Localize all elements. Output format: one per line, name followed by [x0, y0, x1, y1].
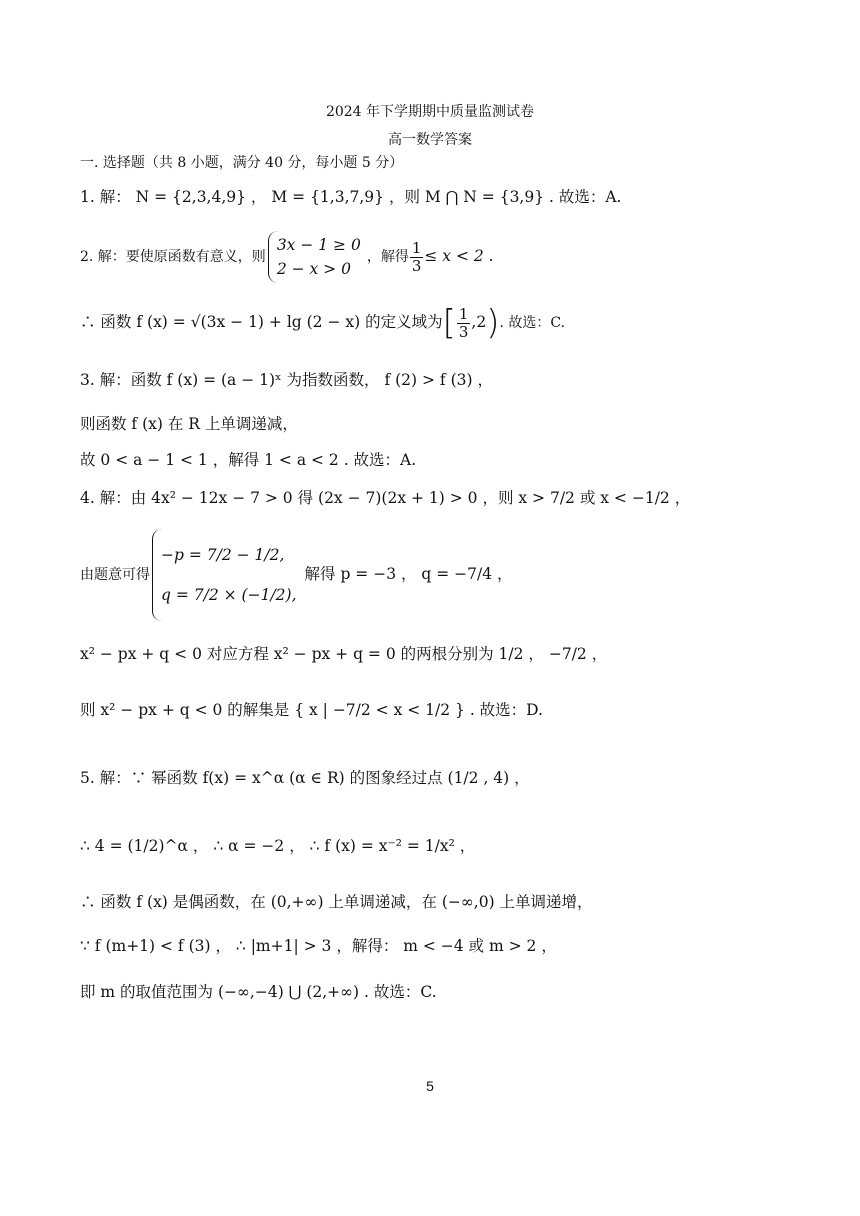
q5-line3: ∴ 函数 f (x) 是偶函数，在 (0,+∞) 上单调递减，在 (−∞,0) 上单调递增，	[80, 893, 593, 911]
page-title: 2024 年下学期期中质量监测试卷	[325, 104, 535, 120]
q2-tail: ≤ x < 2 .	[424, 247, 494, 265]
q2-solution-line1	[80, 228, 820, 285]
q4-line4: 则 x² − px + q < 0 的解集是 { x | −7/2 < x < 1/2 } . 故选：D.	[80, 701, 543, 719]
page-subtitle: 高一数学答案	[388, 132, 472, 148]
q5-line4: ∵ f (m+1) < f (3) ， ∴ |m+1| > 3 ，解得： m < −4 或 m > 2 ，	[80, 937, 557, 955]
q2-system	[268, 231, 365, 283]
page-number: 5	[426, 1078, 434, 1094]
q2-interval-den: 3	[458, 322, 469, 341]
q3-line2: 则函数 f (x) 在 R 上单调递减，	[80, 415, 298, 433]
q4-line2	[80, 524, 820, 625]
q4-system-row1: −p = 7/2 − 1/2,	[161, 546, 285, 564]
q4-system-row2: q = 7/2 × (−1/2),	[161, 586, 297, 604]
q5-line5: 即 m 的取值范围为 (−∞,−4) ⋃ (2,+∞) . 故选：C.	[80, 983, 437, 1001]
q4-line1: 4. 解：由 4x² − 12x − 7 > 0 得 (2x − 7)(2x + 1) > 0 ，则 x > 7/2 或 x < −1/2 ，	[80, 489, 691, 507]
q2-solution-line2: ∴ 函数 f (x) = √(3x − 1) + lg (2 − x) 的定义域为[ $\frac{1}{3}$ ,2). 故选：C.	[80, 303, 566, 343]
q4-lead: 由题意可得	[80, 567, 150, 583]
q1-solution: 1. 解： N = {2,3,4,9} ， M = {1,3,7,9} ，则 M ⋂ N = {3,9} . 故选：A.	[80, 188, 622, 206]
q2-system-row2: 2 − x > 0	[276, 260, 351, 278]
q5-line1: 5. 解：∵ 幂函数 f(x) = x^α (α ∈ R) 的图象经过点 (1/2 , 4) ，	[80, 769, 530, 787]
section-heading: 一. 选择题（共 8 小题，满分 40 分，每小题 5 分）	[80, 155, 404, 171]
q5-line2: ∴ 4 = (1/2)^α ， ∴ α = −2 ， ∴ f (x) = x⁻² = 1/x² ，	[80, 837, 476, 855]
q2-interval-fraction	[457, 306, 471, 341]
q2-fraction-num: 1	[411, 238, 422, 257]
q2-interval-num: 1	[458, 304, 469, 323]
q2-mid: ，解得	[366, 249, 409, 265]
q2-fraction-den: 3	[411, 256, 422, 275]
q2-system-row1: 3x − 1 ≥ 0	[276, 236, 361, 254]
q2-domain-text: ∴ 函数 f (x) = √(3x − 1) + lg (2 − x) 的定义域为	[80, 313, 443, 331]
q3-line3: 故 0 < a − 1 < 1 ，解得 1 < a < 2 . 故选：A.	[80, 451, 417, 469]
q2-fraction	[410, 240, 424, 275]
q2-lead: 2. 解：要使原函数有意义，则	[80, 249, 266, 265]
q2-answer: . 故选：C.	[499, 315, 566, 331]
q4-solve: 解得 p = −3 ， q = −7/4 ，	[304, 565, 513, 583]
q3-line1: 3. 解：函数 f (x) = (a − 1)ˣ 为指数函数， f (2) > f (3) ，	[80, 371, 493, 389]
q4-system	[152, 529, 303, 621]
q4-line3: x² − px + q < 0 对应方程 x² − px + q = 0 的两根分别为 1/2 ， −7/2 ，	[80, 645, 608, 663]
